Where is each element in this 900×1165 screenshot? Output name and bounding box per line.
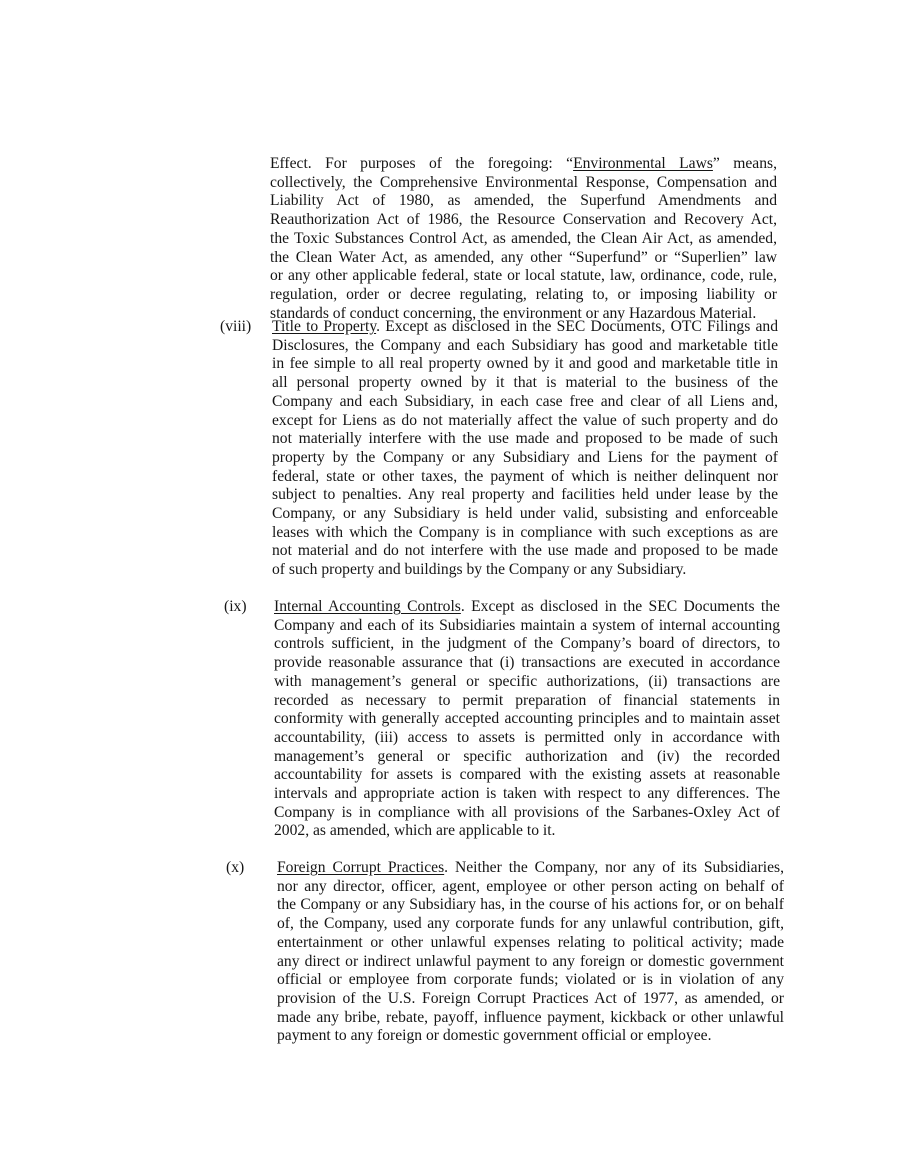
text-line — [274, 709, 780, 728]
text-line — [277, 970, 784, 989]
text-line — [274, 784, 780, 803]
text-span: the Company or any Subsidiary has, in the course of his actions for, or on behalf — [277, 896, 784, 914]
text-span: leases with which the Company is in compliance with such exceptions as are — [272, 523, 778, 541]
text-span: controls sufficient, in the judgment of the Company’s board of directors, to — [274, 635, 780, 653]
text-line — [277, 914, 784, 933]
text-span: provision of the U.S. Foreign Corrupt Practices Act of 1977, as amended, or — [277, 989, 784, 1007]
text-span: the Toxic Substances Control Act, as amended, the Clean Air Act, as amended, — [270, 229, 777, 247]
text-line — [272, 317, 778, 336]
text-span: provide reasonable assurance that (i) transactions are executed in accordance — [274, 654, 780, 672]
paragraph-number: (viii) — [220, 318, 252, 335]
text-line — [272, 467, 778, 486]
text-span: subject to penalties. Any real property and facilities held under lease by the — [272, 486, 778, 504]
text-span: with management’s general or specific authorizations, (ii) transactions are — [274, 672, 780, 690]
text-line — [274, 821, 780, 840]
text-line — [274, 616, 780, 635]
text-span: made any bribe, rebate, payoff, influence payment, kickback or other unlawful — [277, 1008, 784, 1026]
text-line — [277, 1026, 784, 1045]
text-span: . Neither the Company, nor any of its Subsidiaries, — [444, 859, 784, 876]
text-span: Company and each of its Subsidiaries maintain a system of internal accounting — [274, 616, 780, 634]
text-span: not material and do not interfere with the use made and proposed to be made — [272, 542, 778, 560]
text-line — [272, 336, 778, 355]
text-span: of such property and buildings by the Company or any Subsidiary. — [272, 561, 687, 579]
text-line — [272, 504, 778, 523]
text-line — [274, 747, 780, 766]
text-span: intervals and appropriate action is taken with respect to any differences. The — [274, 785, 780, 802]
text-line — [277, 858, 784, 877]
text-line — [274, 691, 780, 710]
text-span: Effect. For purposes of the foregoing: “ — [270, 155, 574, 172]
text-line — [272, 485, 778, 504]
text-line — [272, 354, 778, 373]
text-span: 2002, as amended, which are applicable to it. — [274, 822, 556, 840]
text-span: not materially interfere with the use made and proposed to be made of such — [272, 430, 778, 448]
text-span: standards of conduct concerning, the environment or any Hazardous Material. — [270, 304, 757, 322]
text-span: accountability, (iii) access to assets is permitted only in accordance with — [274, 728, 780, 746]
text-span: payment to any foreign or domestic government official or employee. — [277, 1027, 712, 1045]
text-span: or any other applicable federal, state or local statute, law, ordinance, code, rule, — [270, 267, 777, 285]
text-span: official or employee from corporate funds; violated or is in violation of any — [277, 971, 784, 989]
text-line — [274, 653, 780, 672]
text-line — [270, 266, 777, 285]
text-line — [272, 541, 778, 560]
text-span: conformity with generally accepted accounting principles and to maintain asset — [274, 710, 780, 728]
text-line — [270, 248, 777, 267]
text-span: nor any director, officer, agent, employee or other person acting on behalf of — [277, 877, 784, 895]
text-line — [277, 895, 784, 914]
text-span: in fee simple to all real property owned by it and good and marketable title in — [272, 355, 778, 373]
section-heading: Internal Accounting Controls — [274, 598, 461, 615]
text-line — [274, 765, 780, 784]
text-line — [274, 803, 780, 822]
text-span: . Except as disclosed in the SEC Documents the — [460, 598, 780, 615]
text-line — [270, 210, 777, 229]
text-line — [270, 173, 777, 192]
section-heading: Foreign Corrupt Practices — [277, 859, 445, 876]
text-span: entertainment or other unlawful expenses relating to political activity; made — [277, 933, 784, 951]
text-span: management’s general or specific authorization and (iv) the recorded — [274, 747, 780, 765]
text-span: Company and each Subsidiary, in each case free and clear of all Liens and, — [272, 392, 778, 410]
text-line — [274, 728, 780, 747]
text-span: ” means, — [712, 155, 777, 172]
text-line — [277, 877, 784, 896]
text-line — [274, 634, 780, 653]
text-span: accountability for assets is compared with the existing assets at reasonable — [274, 766, 780, 784]
text-span: of, the Company, used any corporate funds for any unlawful contribution, gift, — [277, 915, 784, 933]
text-line — [270, 191, 777, 210]
text-line — [272, 429, 778, 448]
paragraph-number: (x) — [226, 859, 245, 876]
text-span: recorded as necessary to permit preparation of financial statements in — [274, 691, 780, 709]
text-line — [270, 229, 777, 248]
text-line — [274, 672, 780, 691]
text-span: Company, or any Subsidiary is held under valid, subsisting and enforceable — [272, 505, 778, 522]
text-span: collectively, the Comprehensive Environmental Response, Compensation and — [270, 173, 777, 191]
text-span: Liability Act of 1980, as amended, the Superfund Amendments and — [270, 192, 777, 210]
text-span: federal, state or other taxes, the payment of which is neither delinquent nor — [272, 467, 778, 485]
text-line — [272, 411, 778, 430]
text-span: regulation, order or decree regulating, relating to, or imposing liability or — [270, 285, 777, 303]
text-span: Disclosures, the Company and each Subsidiary has good and marketable title — [272, 336, 778, 354]
text-line — [272, 448, 778, 467]
text-line — [277, 933, 784, 952]
text-line — [272, 560, 778, 579]
text-span: property by the Company or any Subsidiary and Liens for the payment of — [272, 448, 778, 466]
text-span: except for Liens as do not materially affect the value of such property and do — [272, 411, 778, 429]
text-line — [272, 373, 778, 392]
text-line — [277, 989, 784, 1008]
text-span: the Clean Water Act, as amended, any other “Superfund” or “Superlien” law — [270, 248, 777, 266]
text-line — [277, 1008, 784, 1027]
text-span: any direct or indirect unlawful payment to any foreign or domestic government — [277, 952, 784, 970]
text-span: Reauthorization Act of 1986, the Resource Conservation and Recovery Act, — [270, 211, 777, 229]
text-span: all personal property owned by it that is material to the business of the — [272, 374, 778, 392]
text-line — [274, 597, 780, 616]
text-span: Company is in compliance with all provisions of the Sarbanes-Oxley Act of — [274, 803, 780, 821]
text-span: . Except as disclosed in the SEC Documents, OTC Filings and — [376, 318, 778, 335]
paragraph-number: (ix) — [224, 598, 247, 615]
text-line — [272, 523, 778, 542]
defined-term: Environmental Laws — [573, 155, 713, 172]
text-line — [270, 154, 777, 173]
text-line — [272, 392, 778, 411]
text-line — [277, 952, 784, 971]
text-line — [270, 285, 777, 304]
section-heading: Title to Property — [272, 318, 377, 335]
